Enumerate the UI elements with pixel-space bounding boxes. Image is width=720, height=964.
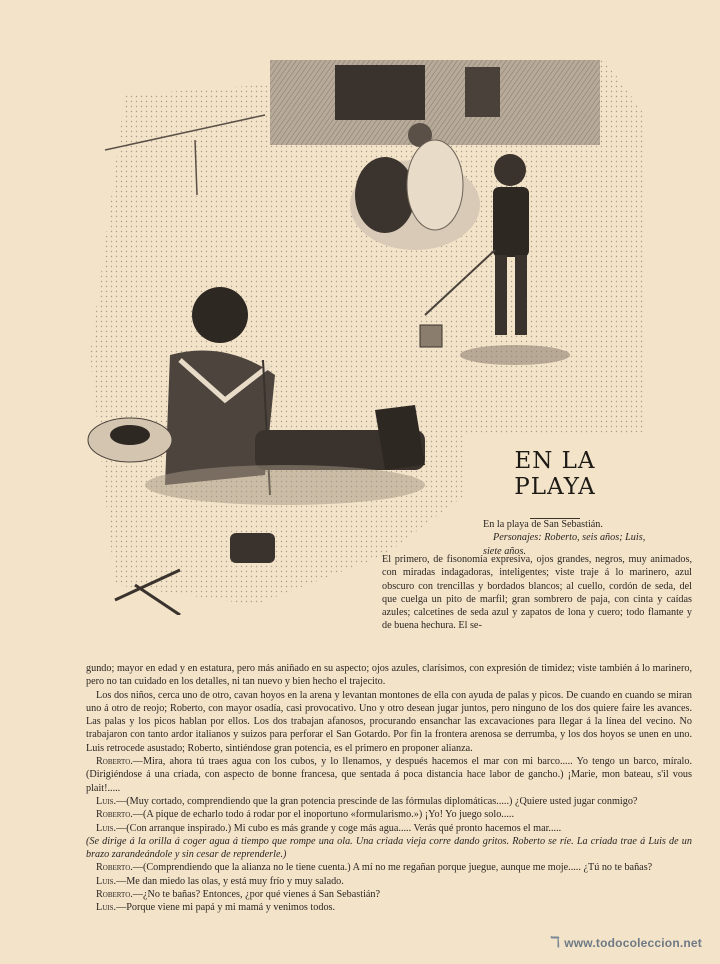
speaker: Luis. — [96, 822, 117, 834]
dialogue-line — [86, 901, 692, 914]
speaker: Roberto. — [96, 756, 133, 768]
dialogue-line — [86, 888, 692, 901]
stage-direction: (Se dirige á la orilla á coger agua á tiempo que rompe una ola. Una criada vieja corre dando gritos. Roberto se ríe. La criada trae á Luis de un brazo zarandeándole y sin cesar de reprenderle.) — [86, 835, 692, 861]
dialogue-line — [86, 808, 692, 821]
intro-characters: Personajes: Roberto, seis años; Luis, — [493, 532, 646, 544]
speaker: Roberto. — [96, 862, 133, 874]
title-block — [470, 448, 640, 519]
todocoleccion-logo-icon: ℸ — [549, 934, 561, 951]
dialogue-text: —(Comprendiendo que la alianza no le tiene cuenta.) A mí no me regañan porque juegue, aunque me moje..... ¿Tú no te bañas? — [132, 862, 653, 874]
intro-characters-cont: siete años. — [483, 545, 527, 557]
dialogue-text: —Mira, ahora tú traes agua con los cubos, y lo llenamos, y después hacemos el mar con mi barco..... Yo tengo un barco, míralo. (Dirigiéndose á una criada, con aspecto de bonne francesa, que sentada á poca distancia hace labor de gancho.) ¡Marie, mon bateau, s'il vous plait!..... — [86, 756, 692, 794]
paragraph: gundo; mayor en edad y en estatura, pero más aniñado en su aspecto; ojos azules, clarísimos, con expresión de timidez; viste también á lo marinero, pero no tan cuidado en los detalles, ni tan nuevo y bien hecho el trajecito. — [86, 663, 692, 688]
dialogue-text: —(Con arranque inspirado.) Mi cubo es más grande y coge más agua..... Verás qué pronto hacemos el mar..... — [116, 822, 562, 834]
dialogue-text: —(A pique de echarlo todo á rodar por el inoportuno «formularismo.») ¡Yo! Yo juego solo..... — [132, 809, 515, 821]
paragraph: Los dos niños, cerca uno de otro, cavan hoyos en la arena y levantan montones de ella con ayuda de palas y picos. De cuando en cuando se miran uno á otro de reojo; Roberto, con mayor osadía, casi provocativo. Uno y otro desean jugar juntos, pero ninguno de los dos quiere faire les avances. Las palas y los picos hablan por ellos. Los dos trabajan afanosos, procurando ensanchar las excavaciones para llegar á la línea del vecino. No trabajaron con tanto ardor italianos y suizos para perforar el San Gotardo. Por fin la frontera arenosa se derrumba, y los dos hoyos se unen en uno. Luis retrocede asustado; Roberto, sintiéndose gran potencia, es el primero en proponer alianza. — [86, 689, 692, 754]
dialogue-text: —(Muy cortado, comprendiendo que la gran potencia prescinde de las fórmulas diplomáticas.....) ¿Quiere usted jugar conmigo? — [116, 795, 638, 807]
dialogue-line — [86, 795, 692, 808]
speaker: Luis. — [96, 902, 117, 914]
intro-setting: En la playa de San Sebastián. — [483, 519, 603, 530]
dialogue-line — [86, 822, 692, 835]
speaker: Roberto. — [96, 809, 133, 821]
speaker: Roberto. — [96, 889, 133, 901]
dialogue-text: —Porque viene mi papá y mi mamá y venimos todos. — [116, 902, 336, 914]
watermark-text: www.todocoleccion.net — [564, 936, 702, 950]
watermark[interactable] — [550, 933, 702, 951]
speaker: Luis. — [96, 875, 117, 887]
page-title: EN LA PLAYA — [514, 448, 596, 500]
intro-block — [483, 518, 693, 558]
dialogue-line — [86, 755, 692, 795]
dialogue-text: —Me dan miedo las olas, y está muy frío y muy salado. — [116, 875, 344, 887]
description-paragraph: El primero, de fisonomía expresiva, ojos grandes, negros, muy animados, con miradas indagadoras, inteligentes; viste traje á lo marinero, azul obscuro con trencillas y bordados blancos; al cuello, cordón de seda, del que cuelga un pito de marfil; gran sombrero de paja, con cinta y caídas azules; calcetines de seda azul y zapatos de lona y cuero; todo flamante y de buena hechura. El se- — [382, 554, 692, 632]
body-text — [86, 662, 692, 915]
dialogue-line — [86, 875, 692, 888]
speaker: Luis. — [96, 795, 117, 807]
dialogue-text: —¿No te bañas? Entonces, ¿por qué vienes á San Sebastián? — [132, 889, 381, 901]
dialogue-line — [86, 861, 692, 874]
